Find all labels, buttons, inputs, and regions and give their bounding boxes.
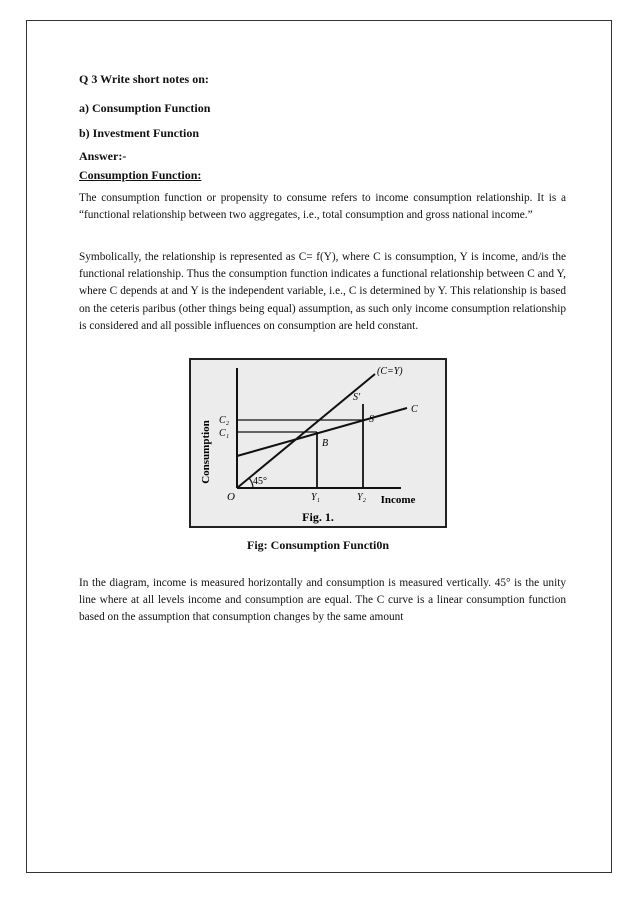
line-label-c: C <box>411 404 418 415</box>
y-axis-label: Consumption <box>200 420 212 484</box>
point-b-label: B <box>322 438 329 449</box>
paragraph-diagram: In the diagram, income is measured horizontally and consumption is measured vertically. 45° is the unity line where at all levels income and consumption are equal. The C curve is a linear consumption function based on the assumption that consumption changes by the same amount <box>79 577 566 624</box>
c1-label: C₁ <box>219 428 230 439</box>
angle-label: 45° <box>253 476 267 487</box>
answer-label: Answer:- <box>79 149 127 163</box>
paragraph-symbolic: Symbolically, the relationship is represented as C= f(Y), where C is consumption, Y is income, and/is the functional relationship. Thus the consumption function indicates a functional relationship between C and Y, where C depends at and Y is the independent variable, i.e., C is determined by Y. This relationship is based on the ceteris paribus (other things being equal) assumption, as such only income consumption relationship is considered and all possible influences on consumption are held constant. <box>79 251 566 332</box>
consumption-function-figure <box>189 358 447 528</box>
point-s-label: S <box>369 414 374 425</box>
y1-label: Y₁ <box>311 492 321 503</box>
point-s-prime-label: S' <box>353 392 361 403</box>
question-item-a: a) Consumption Function <box>79 101 211 115</box>
consumption-diagram <box>191 360 445 526</box>
question-item-b: b) Investment Function <box>79 126 200 140</box>
c2-label: C₂ <box>219 415 230 426</box>
paragraph-definition: The consumption function or propensity to consume refers to income consumption relationship. It is a “functional relationship between two aggregates, i.e., total consumption and gross national income.” <box>79 192 566 222</box>
y2-label: Y₂ <box>357 492 367 503</box>
section-heading: Consumption Function: <box>79 168 202 182</box>
question-title: Q 3 Write short notes on: <box>79 72 209 86</box>
origin-label: O <box>227 491 235 503</box>
figure-caption: Fig: Consumption Functi0n <box>247 538 390 552</box>
x-axis-label: Income <box>380 494 416 506</box>
line-label-45: (C=Y) <box>377 366 403 377</box>
figure-number: Fig. 1. <box>302 510 334 524</box>
